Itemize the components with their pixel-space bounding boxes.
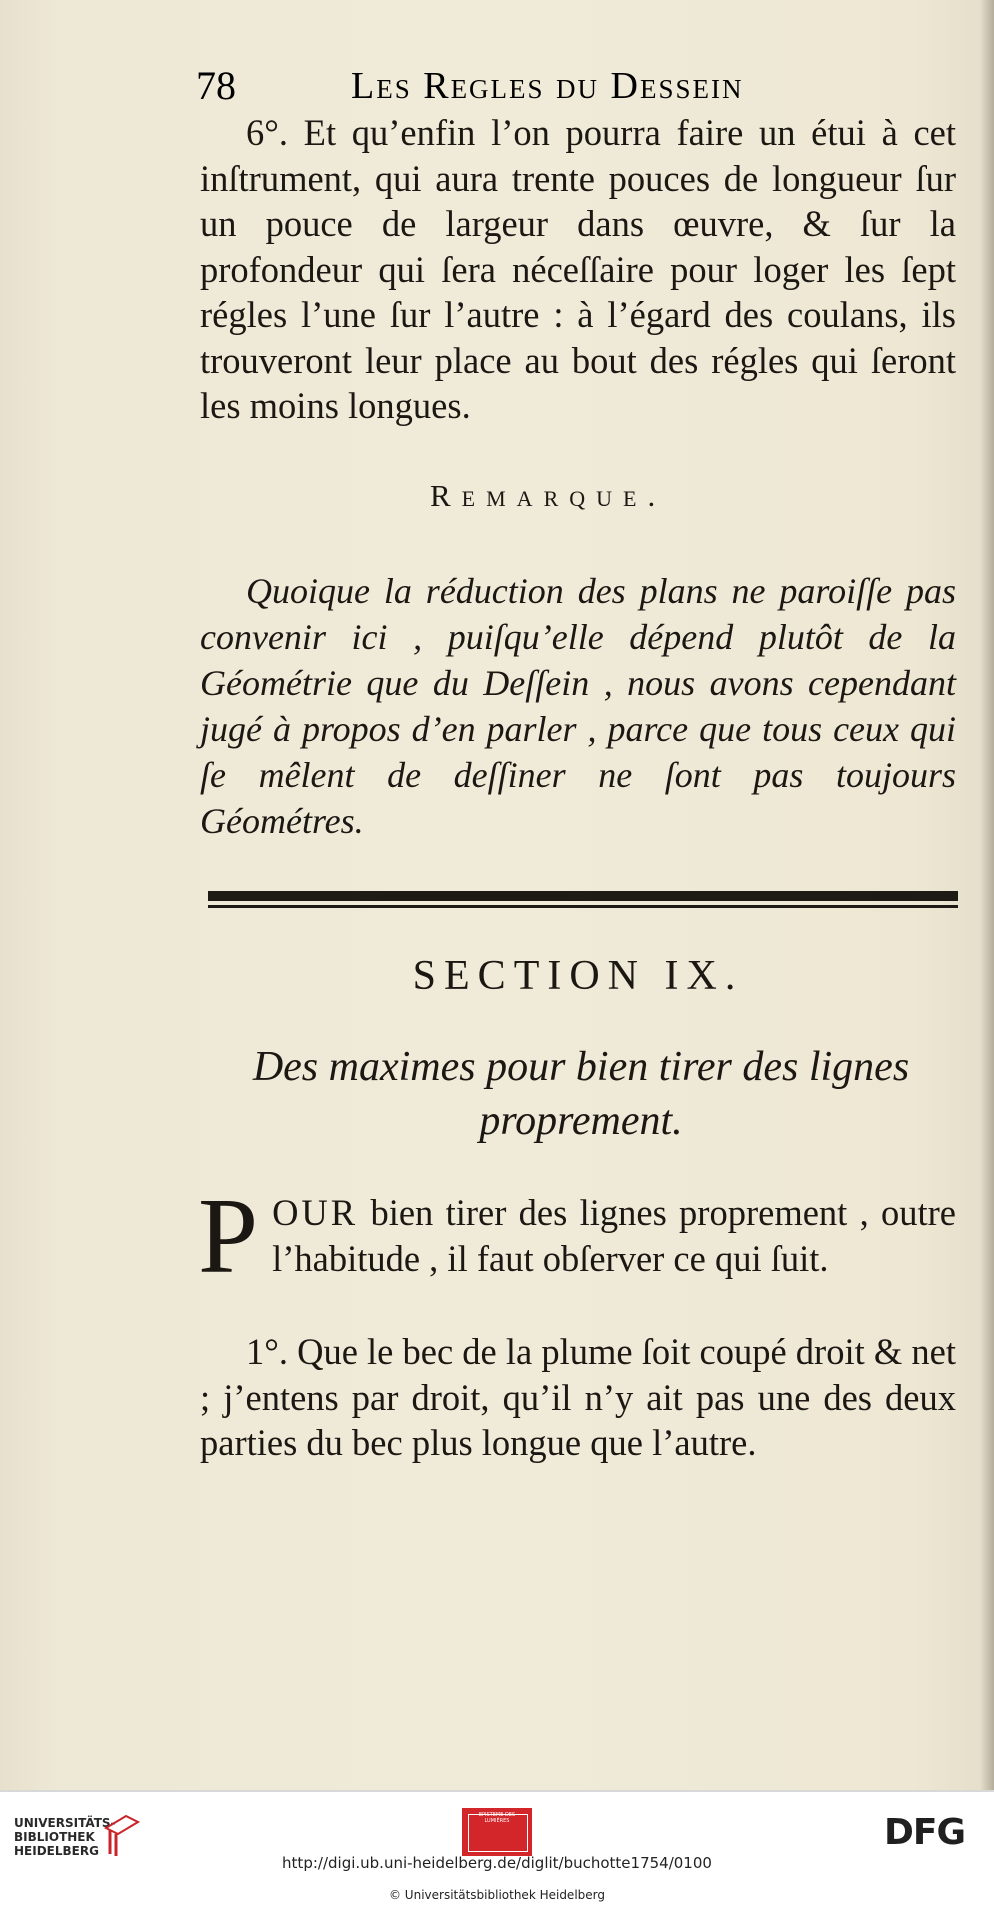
page-edge-shadow <box>980 0 994 1790</box>
paragraph-pour-text: bien tirer des lignes proprement , outre l’habitude , il faut obſerver ce qui ſuit. <box>272 1192 956 1279</box>
episteme-logo-text: EPISTEME DES LUMIÈRES <box>478 1812 516 1824</box>
copyright-notice: © Universitätsbibliothek Heidelberg <box>388 1888 605 1902</box>
paragraph-bec: 1°. Que le bec de la plume ſoit coupé droit & net ; j’entens par droit, qu’il n’y ait pas une des deux parties du bec plus longue que l’autre. <box>200 1331 956 1463</box>
episteme-logo[interactable] <box>462 1808 532 1856</box>
paragraph-lead-word: OUR <box>272 1192 359 1233</box>
university-library-logo[interactable] <box>14 1816 116 1858</box>
section-divider-thin <box>208 905 958 908</box>
page-header <box>196 62 956 112</box>
drop-cap: P <box>198 1177 259 1296</box>
running-title: Les Regles du Dessein <box>351 65 744 107</box>
section-heading: SECTION IX. <box>412 953 744 999</box>
remarque-text: Quoique la réduction des plans ne paroiſſe pas convenir ici , puiſqu’elle dépend plutôt de la Géométrie que du Deſſein , nous avons cependant jugé à propos d’en parler , parce que tous ceux qui ſe mêlent de deſſiner ne ſont pas toujours Géométres. <box>200 571 956 841</box>
logo-line: BIBLIOTHEK <box>14 1830 95 1844</box>
viewer-footer <box>0 1790 994 1911</box>
paragraph-pour <box>198 1177 956 1296</box>
remarque-heading: Remarque. <box>430 478 667 513</box>
footer-divider <box>0 1790 994 1792</box>
paragraph-etui: 6°. Et qu’enfin l’on pourra faire un étui à cet inſtrument, qui aura trente pouces de longueur ſur un pouce de largeur dans œuvre, & ſur la profondeur qui ſera néceſſaire pour loger les ſept régles l’une ſur l’autre : à l’égard des coulans, ils trouveront leur place au bout des régles qui ſeront les moins longues. <box>200 112 956 426</box>
page-number: 78 <box>196 63 236 108</box>
section-divider-thick <box>208 891 958 901</box>
section-subtitle: Des maximes pour bien tirer des lignes proprement. <box>252 1044 910 1144</box>
document-url[interactable]: http://digi.ub.uni-heidelberg.de/diglit/buchotte1754/0100 <box>282 1854 712 1872</box>
logo-line: HEIDELBERG <box>14 1844 99 1858</box>
dfg-logo[interactable]: DFG <box>884 1812 966 1853</box>
logo-line: UNIVERSITÄTS- <box>14 1816 116 1830</box>
library-emblem-icon <box>104 1814 140 1858</box>
